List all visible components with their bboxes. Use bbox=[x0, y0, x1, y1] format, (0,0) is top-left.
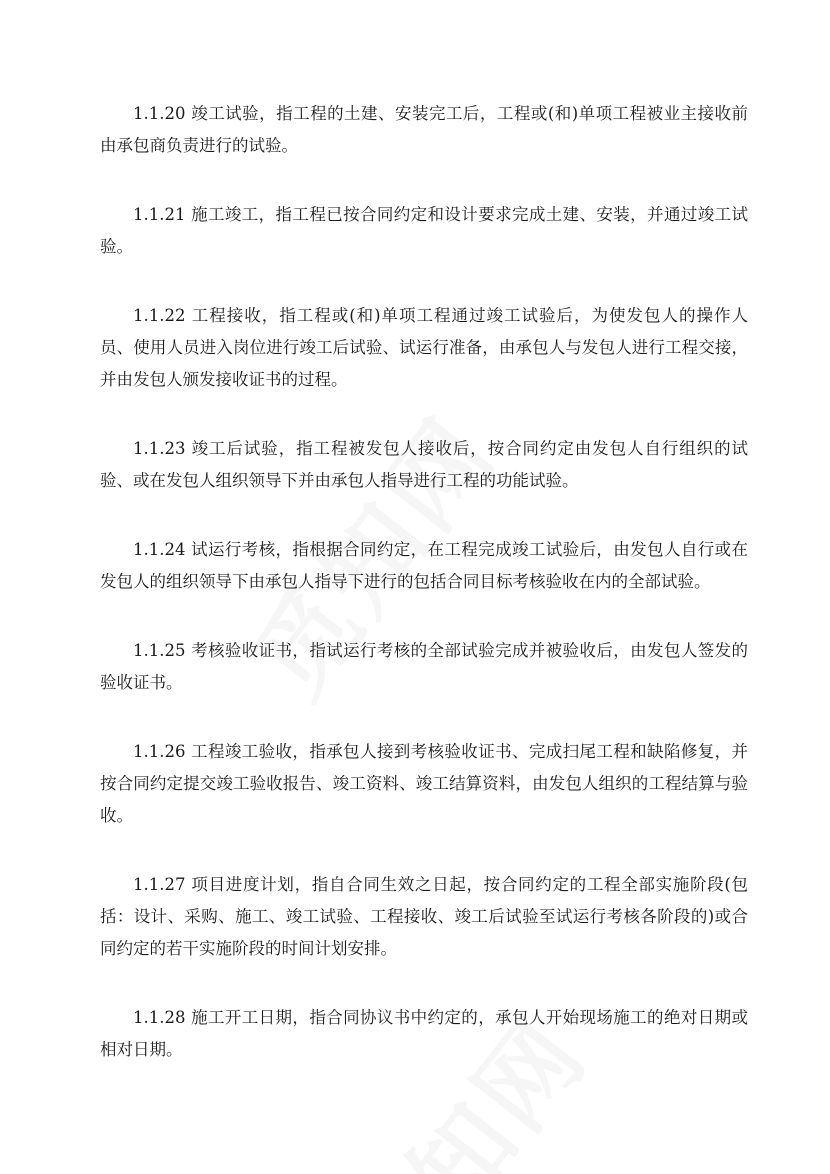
clause-1-1-20: 1.1.20 竣工试验，指工程的土建、安装完工后，工程或(和)单项工程被业主接收前由承包商负责进行的试验。 bbox=[100, 104, 748, 155]
clause-1-1-25: 1.1.25 考核验收证书，指试运行考核的全部试验完成并被验收后，由发包人签发的验收证书。 bbox=[100, 641, 748, 692]
clause-1-1-28: 1.1.28 施工开工日期，指合同协议书中约定的，承包人开始现场施工的绝对日期或相对日期。 bbox=[100, 1008, 748, 1059]
clause-1-1-21: 1.1.21 施工竣工，指工程已按合同约定和设计要求完成土建、安装，并通过竣工试验。 bbox=[100, 205, 748, 256]
document-body bbox=[100, 98, 748, 1103]
clause-1-1-27: 1.1.27 项目进度计划，指自合同生效之日起，按合同约定的工程全部实施阶段(包括：设计、采购、施工、竣工试验、工程接收、竣工后试验至试运行考核各阶段的)或合同约定的若干实施阶段的时间计划安排。 bbox=[100, 875, 748, 958]
clause-1-1-26: 1.1.26 工程竣工验收，指承包人接到考核验收证书、完成扫尾工程和缺陷修复，并按合同约定提交竣工验收报告、竣工资料、竣工结算资料，由发包人组织的工程结算与验收。 bbox=[100, 742, 748, 825]
clause-1-1-22: 1.1.22 工程接收，指工程或(和)单项工程通过竣工试验后，为使发包人的操作人员、使用人员进入岗位进行竣工后试验、试运行准备，由承包人与发包人进行工程交接，并由发包人颁发接收证书的过程。 bbox=[100, 306, 748, 389]
clause-1-1-23: 1.1.23 竣工后试验，指工程被发包人接收后，按合同约定由发包人自行组织的试验、或在发包人组织领导下并由承包人指导进行工程的功能试验。 bbox=[100, 439, 748, 490]
clause-1-1-24: 1.1.24 试运行考核，指根据合同约定，在工程完成竣工试验后，由发包人自行或在发包人的组织领导下由承包人指导下进行的包括合同目标考核验收在内的全部试验。 bbox=[100, 540, 748, 591]
